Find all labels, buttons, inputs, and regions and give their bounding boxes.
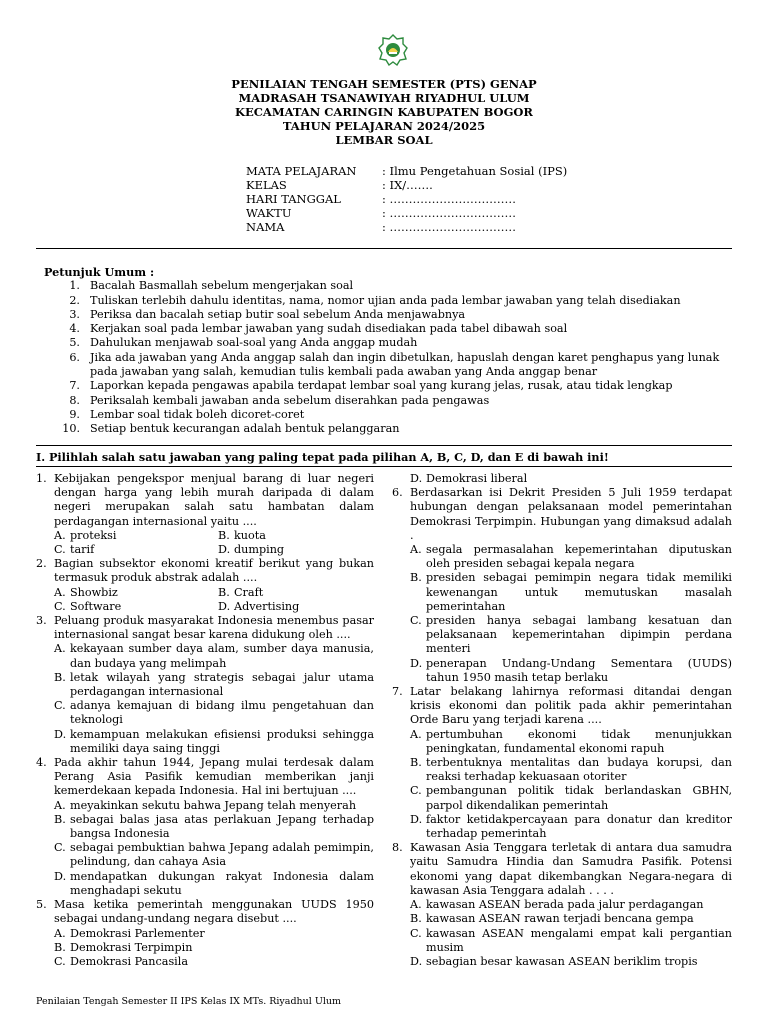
identity-label: WAKTU bbox=[246, 206, 292, 220]
option-d[interactable] bbox=[410, 472, 732, 486]
instruction-text: Dahulukan menjawab soal-soal yang Anda anggap mudah bbox=[90, 336, 418, 350]
option-text: kawasan ASEAN mengalami empat kali pergantian musim bbox=[426, 926, 732, 954]
option-key: C. bbox=[54, 699, 66, 713]
option-b[interactable] bbox=[410, 912, 732, 926]
question-options bbox=[54, 529, 374, 557]
option-c[interactable] bbox=[54, 841, 374, 869]
option-key: B. bbox=[218, 585, 230, 599]
option-key: A. bbox=[54, 798, 66, 812]
question-number: 4. bbox=[36, 756, 47, 770]
instruction-number: 1. bbox=[69, 279, 80, 293]
question-text: Peluang produk masyarakat Indonesia menembus pasar internasional sangat besar karena didukung oleh .... bbox=[54, 614, 374, 642]
identity-row bbox=[246, 192, 567, 206]
option-text: faktor ketidakpercayaan para donatur dan kreditor terhadap pemerintah bbox=[426, 812, 732, 841]
instruction-item bbox=[44, 394, 734, 408]
question-options bbox=[54, 927, 374, 970]
question-4 bbox=[36, 756, 374, 898]
identity-label: HARI TANGGAL bbox=[246, 192, 341, 206]
header-line-5: LEMBAR SOAL bbox=[335, 133, 433, 147]
option-text: Software bbox=[70, 599, 122, 613]
option-text: proteksi bbox=[70, 528, 117, 542]
question-text: Kawasan Asia Tenggara terletak di antara dua samudra yaitu Samudra Hindia dan Samudra Pasifik. Potensi ekonomi yang dapat dikembangkan Negara-negara di kawasan Asia Tenggara adalah . . . . bbox=[410, 841, 732, 897]
option-a[interactable] bbox=[410, 728, 732, 756]
option-key: A. bbox=[54, 585, 66, 599]
option-key: B. bbox=[54, 812, 66, 826]
question-text: Kebijakan pengekspor menjual barang di luar negeri dengan harga yang lebih murah daripada di dalam negeri merupakan salah satu hambatan dalam perdagangan internasional yaitu .... bbox=[54, 472, 374, 528]
option-c[interactable] bbox=[410, 784, 732, 812]
header-line-2: MADRASAH TSANAWIYAH RIYADHUL ULUM bbox=[238, 91, 530, 105]
option-text: letak wilayah yang strategis sebagai jalur utama perdagangan internasional bbox=[70, 670, 374, 699]
option-a[interactable] bbox=[54, 927, 374, 941]
instruction-item bbox=[44, 322, 734, 336]
option-text: penerapan Undang-Undang Sementara (UUDS) tahun 1950 masih tetap berlaku bbox=[426, 656, 732, 684]
option-text: Craft bbox=[234, 585, 264, 599]
option-d[interactable] bbox=[54, 870, 374, 898]
option-text: sebagai balas jasa atas perlakuan Jepang terhadap bangsa Indonesia bbox=[70, 812, 374, 841]
option-text: kekayaan sumber daya alam, sumber daya manusia, dan budaya yang melimpah bbox=[70, 642, 374, 670]
option-key: C. bbox=[54, 543, 66, 557]
option-text: kuota bbox=[234, 528, 266, 542]
option-text: pertumbuhan ekonomi tidak menunjukkan peningkatan, fundamental ekonomi rapuh bbox=[426, 727, 732, 755]
option-key: D. bbox=[410, 656, 423, 670]
option-key: B. bbox=[54, 670, 66, 684]
option-a[interactable] bbox=[54, 642, 374, 670]
exam-header bbox=[0, 77, 768, 147]
option-text: presiden sebagai pemimpin negara tidak memiliki kewenangan untuk memutuskan masalah pemerintahan bbox=[426, 571, 732, 613]
option-key: D. bbox=[218, 599, 231, 613]
madrasah-logo-icon bbox=[376, 33, 410, 67]
option-key: D. bbox=[54, 869, 67, 883]
identity-label: MATA PELAJARAN bbox=[246, 164, 357, 178]
questions-left-column bbox=[36, 472, 374, 969]
question-number: 3. bbox=[36, 614, 47, 628]
question-options bbox=[54, 799, 374, 898]
question-8 bbox=[392, 841, 732, 969]
section-title: I. Pilihlah salah satu jawaban yang paling tepat pada pilihan A, B, C, D, dan E di bawah ini! bbox=[36, 450, 609, 464]
option-key: C. bbox=[54, 954, 66, 968]
option-text: Showbiz bbox=[70, 585, 118, 599]
option-text: Demokrasi Parlementer bbox=[70, 926, 205, 940]
instruction-number: 5. bbox=[69, 336, 80, 350]
instruction-number: 10. bbox=[62, 422, 80, 436]
identity-value: : …………………………… bbox=[382, 192, 517, 206]
option-text: tarif bbox=[70, 543, 95, 557]
option-key: A. bbox=[410, 898, 422, 912]
question-number: 6. bbox=[392, 486, 403, 500]
page-footer: Penilaian Tengah Semester II IPS Kelas IX MTs. Riyadhul Ulum bbox=[36, 996, 341, 1007]
option-b[interactable] bbox=[54, 671, 374, 699]
question-options bbox=[410, 898, 732, 969]
question-5-continued bbox=[392, 472, 732, 486]
instruction-item bbox=[44, 336, 734, 350]
instruction-item bbox=[44, 408, 734, 422]
option-a[interactable] bbox=[54, 529, 218, 543]
question-6 bbox=[392, 486, 732, 685]
option-key: B. bbox=[54, 940, 66, 954]
identity-value: : Ilmu Pengetahuan Sosial (IPS) bbox=[382, 164, 568, 178]
instruction-text: Setiap bentuk kecurangan adalah bentuk pelanggaran bbox=[90, 422, 400, 436]
instruction-number: 2. bbox=[69, 293, 80, 307]
section-title-divider bbox=[36, 466, 732, 467]
option-key: C. bbox=[54, 599, 66, 613]
question-5 bbox=[36, 898, 374, 969]
identity-block bbox=[246, 164, 567, 234]
instruction-text: Lembar soal tidak boleh dicoret-coret bbox=[90, 407, 305, 421]
instruction-item bbox=[44, 279, 734, 293]
header-line-4: TAHUN PELAJARAN 2024/2025 bbox=[282, 119, 486, 133]
instruction-number: 4. bbox=[69, 322, 80, 336]
option-d[interactable] bbox=[54, 728, 374, 756]
identity-row bbox=[246, 206, 567, 220]
instruction-text: Periksa dan bacalah setiap butir soal sebelum Anda menjawabnya bbox=[90, 307, 466, 321]
question-text: Bagian subsektor ekonomi kreatif berikut yang bukan termasuk produk abstrak adalah .... bbox=[54, 557, 374, 585]
instruction-number: 7. bbox=[69, 379, 80, 393]
option-text: segala permasalahan kepemerintahan diputuskan oleh presiden sebagai kepala negara bbox=[426, 543, 732, 571]
option-d[interactable] bbox=[410, 813, 732, 841]
instructions-list bbox=[44, 279, 734, 436]
option-c[interactable] bbox=[410, 614, 732, 657]
option-key: B. bbox=[410, 912, 422, 926]
option-b[interactable] bbox=[410, 571, 732, 614]
question-number: 5. bbox=[36, 898, 47, 912]
option-key: A. bbox=[54, 528, 66, 542]
option-key: A. bbox=[410, 727, 422, 741]
option-d[interactable] bbox=[218, 543, 368, 557]
option-c[interactable] bbox=[54, 699, 374, 727]
option-text: kawasan ASEAN berada pada jalur perdagangan bbox=[426, 898, 704, 912]
option-c[interactable] bbox=[54, 600, 218, 614]
instruction-text: Jika ada jawaban yang Anda anggap salah dan ingin dibetulkan, hapuslah dengan karet penghapus yang lunak pada jawaban yang salah, kemudian tulis kembali pada awaban yang Anda anggap benar bbox=[90, 350, 720, 379]
option-a[interactable] bbox=[54, 586, 218, 600]
option-d[interactable] bbox=[410, 955, 732, 969]
instruction-item bbox=[44, 422, 734, 436]
option-text: Demokrasi Pancasila bbox=[70, 954, 189, 968]
option-b[interactable] bbox=[218, 586, 368, 600]
option-key: C. bbox=[410, 926, 422, 940]
question-number: 7. bbox=[392, 685, 403, 699]
header-divider bbox=[36, 248, 732, 249]
instruction-text: Periksalah kembali jawaban anda sebelum diserahkan pada pengawas bbox=[90, 393, 490, 407]
section-divider bbox=[36, 445, 732, 446]
option-key: B. bbox=[410, 756, 422, 770]
instruction-text: Tuliskan terlebih dahulu identitas, nama, nomor ujian anda pada lembar jawaban yang telah disediakan bbox=[90, 293, 681, 307]
question-7 bbox=[392, 685, 732, 841]
instruction-item bbox=[44, 351, 734, 380]
option-text: terbentuknya mentalitas dan budaya korupsi, dan reaksi terhadap kekuasaan otoriter bbox=[426, 756, 732, 784]
option-key: A. bbox=[54, 642, 66, 656]
option-key: D. bbox=[410, 954, 423, 968]
identity-value: : …………………………… bbox=[382, 206, 517, 220]
option-b[interactable] bbox=[54, 813, 374, 841]
option-text: kemampuan melakukan efisiensi produksi sehingga memiliki daya saing tinggi bbox=[70, 727, 374, 755]
question-2 bbox=[36, 557, 374, 614]
instructions-block bbox=[44, 265, 734, 437]
identity-value: : …………………………… bbox=[382, 220, 517, 234]
questions-right-column bbox=[392, 472, 732, 969]
option-text: Demokrasi Terpimpin bbox=[70, 940, 193, 954]
header-line-3: KECAMATAN CARINGIN KABUPATEN BOGOR bbox=[235, 105, 533, 119]
option-key: C. bbox=[54, 841, 66, 855]
option-text: dumping bbox=[234, 543, 285, 557]
option-c[interactable] bbox=[54, 955, 374, 969]
option-key: A. bbox=[410, 543, 422, 557]
identity-label: KELAS bbox=[246, 178, 287, 192]
question-options bbox=[54, 586, 374, 614]
option-text: kawasan ASEAN rawan terjadi bencana gempa bbox=[426, 912, 694, 926]
option-d[interactable] bbox=[410, 657, 732, 685]
header-line-1: PENILAIAN TENGAH SEMESTER (PTS) GENAP bbox=[231, 77, 537, 91]
identity-label: NAMA bbox=[246, 220, 285, 234]
option-key: D. bbox=[410, 812, 423, 826]
instruction-text: Bacalah Basmallah sebelum mengerjakan soal bbox=[90, 279, 354, 293]
option-key: D. bbox=[54, 727, 67, 741]
option-a[interactable] bbox=[54, 799, 374, 813]
option-key: D. bbox=[218, 543, 231, 557]
option-key: B. bbox=[218, 528, 230, 542]
identity-row bbox=[246, 178, 567, 192]
option-text: sebagai pembuktian bahwa Jepang adalah pemimpin, pelindung, dan cahaya Asia bbox=[70, 841, 374, 869]
question-1 bbox=[36, 472, 374, 557]
option-text: sebagian besar kawasan ASEAN beriklim tropis bbox=[426, 954, 698, 968]
option-text: presiden hanya sebagai lambang kesatuan dan pelaksanaan kepemerintahan dipimpin perdana menteri bbox=[426, 614, 732, 656]
question-number: 1. bbox=[36, 472, 47, 485]
instruction-item bbox=[44, 379, 734, 393]
option-d[interactable] bbox=[218, 600, 368, 614]
option-key: D. bbox=[410, 472, 423, 485]
question-options bbox=[410, 543, 732, 685]
option-a[interactable] bbox=[410, 543, 732, 571]
instruction-item bbox=[44, 294, 734, 308]
instruction-text: Kerjakan soal pada lembar jawaban yang sudah disediakan pada tabel dibawah soal bbox=[90, 322, 568, 336]
instruction-text: Laporkan kepada pengawas apabila terdapat lembar soal yang kurang jelas, rusak, atau tidak lengkap bbox=[90, 379, 673, 393]
identity-row bbox=[246, 164, 567, 178]
option-text: mendapatkan dukungan rakyat Indonesia dalam menghadapi sekutu bbox=[70, 869, 374, 897]
question-options bbox=[410, 728, 732, 842]
identity-value: : IX/……. bbox=[382, 178, 433, 192]
question-text: Pada akhir tahun 1944, Jepang mulai terdesak dalam Perang Asia Pasifik kemudian memberikan janji kemerdekaan kepada Indonesia. Hal ini bertujuan .... bbox=[54, 756, 374, 798]
option-text: Advertising bbox=[234, 599, 300, 613]
option-b[interactable] bbox=[410, 756, 732, 784]
option-key: A. bbox=[54, 926, 66, 940]
option-c[interactable] bbox=[410, 927, 732, 955]
instructions-title: Petunjuk Umum : bbox=[44, 265, 155, 279]
option-a[interactable] bbox=[410, 898, 732, 912]
option-key: B. bbox=[410, 571, 422, 585]
identity-row bbox=[246, 220, 567, 234]
instruction-number: 6. bbox=[69, 350, 80, 364]
option-text: adanya kemajuan di bidang ilmu pengetahuan dan teknologi bbox=[70, 699, 374, 727]
question-number: 2. bbox=[36, 557, 47, 571]
question-text: Latar belakang lahirnya reformasi ditandai dengan krisis ekonomi dan politik pada akhir pemerintahan Orde Baru yang terjadi karena .... bbox=[410, 685, 732, 727]
option-key: C. bbox=[410, 614, 422, 628]
instruction-number: 3. bbox=[69, 307, 80, 321]
option-text: pembangunan politik tidak berlandaskan GBHN, parpol dikendalikan pemerintah bbox=[426, 784, 732, 812]
instruction-number: 9. bbox=[69, 407, 80, 421]
question-number: 8. bbox=[392, 841, 403, 855]
option-c[interactable] bbox=[54, 543, 218, 557]
question-text: Berdasarkan isi Dekrit Presiden 5 Juli 1959 terdapat hubungan dengan pelaksanaan model pemerintahan Demokrasi Terpimpin. Hubungan yang dimaksud adalah . bbox=[410, 486, 732, 542]
option-text: Demokrasi liberal bbox=[426, 472, 528, 485]
question-3 bbox=[36, 614, 374, 756]
option-key: C. bbox=[410, 784, 422, 798]
option-b[interactable] bbox=[54, 941, 374, 955]
instruction-item bbox=[44, 308, 734, 322]
question-text: Masa ketika pemerintah menggunakan UUDS 1950 sebagai undang-undang negara disebut .... bbox=[54, 898, 374, 926]
question-options bbox=[54, 642, 374, 756]
instruction-number: 8. bbox=[69, 393, 80, 407]
option-text: meyakinkan sekutu bahwa Jepang telah menyerah bbox=[70, 798, 357, 812]
option-b[interactable] bbox=[218, 529, 368, 543]
